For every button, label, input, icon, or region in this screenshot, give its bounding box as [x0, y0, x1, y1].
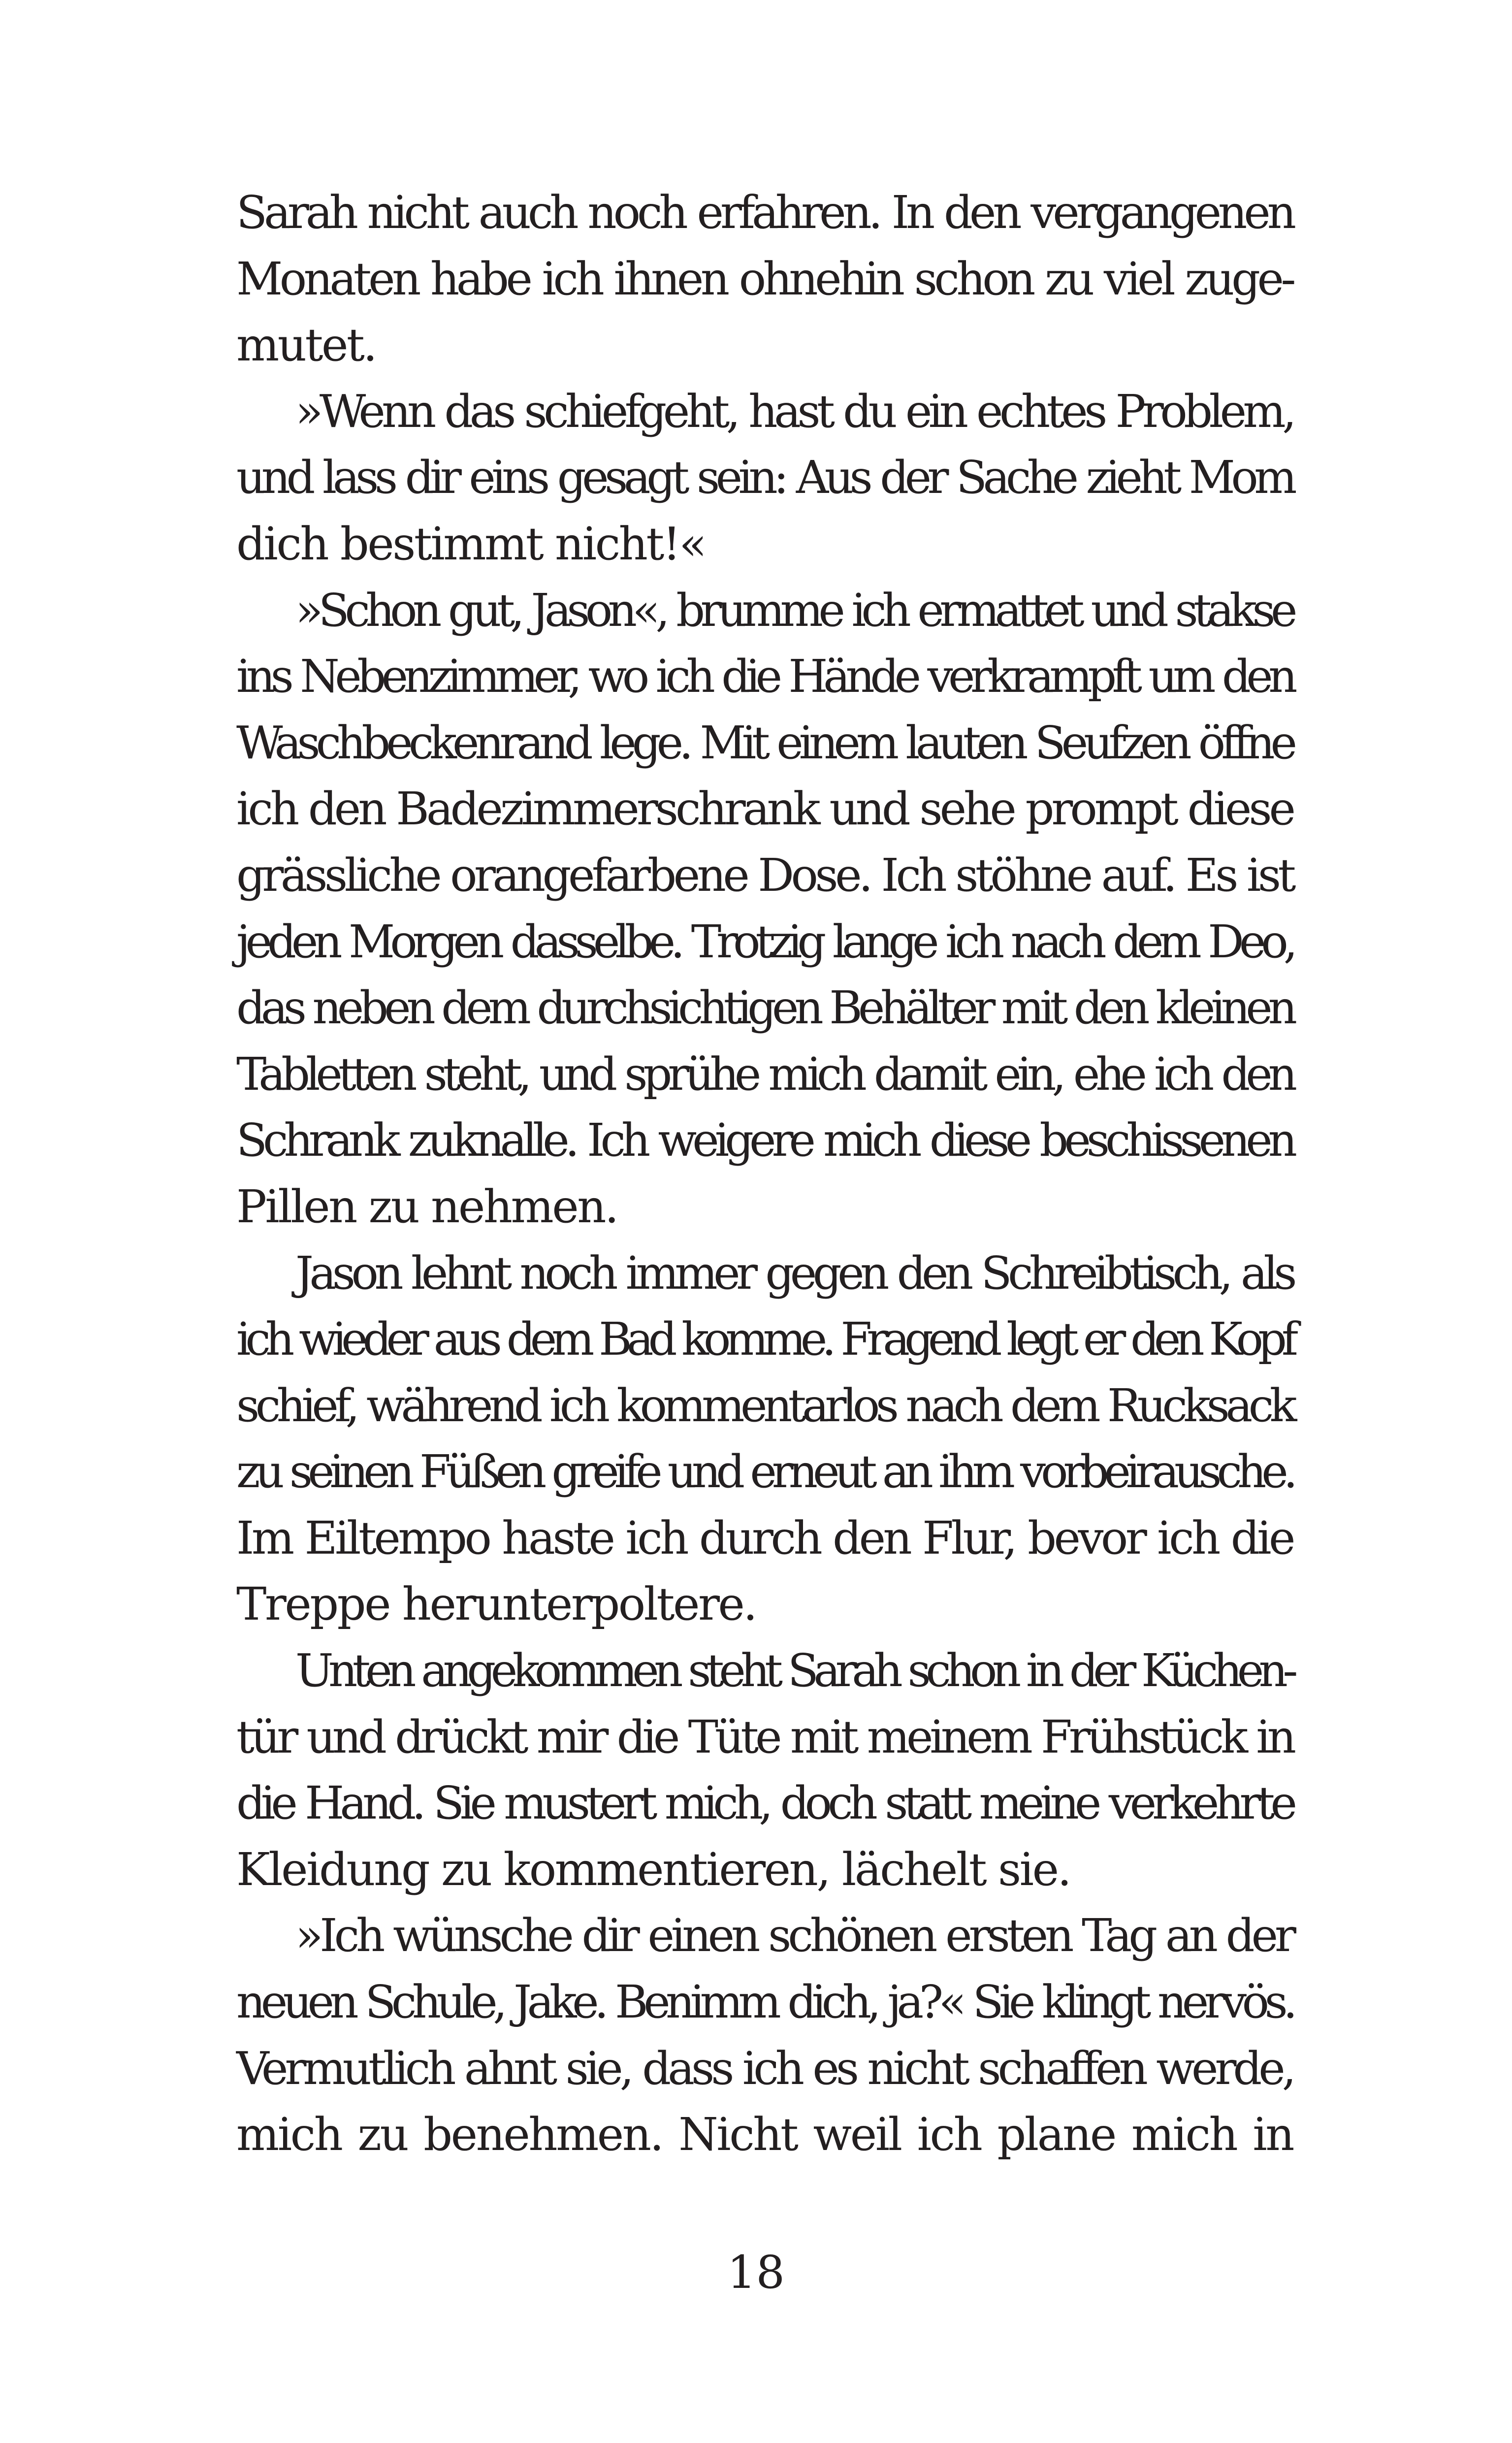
- text-line: Im Eiltempo haste ich durch den Flur, bevor ich die: [236, 1511, 1293, 1564]
- text-line: Kleidung zu kommentieren, lächelt sie.: [236, 1843, 1070, 1896]
- text-line: schief, während ich kommentarlos nach dem Rucksack: [236, 1379, 1293, 1432]
- text-line: ich wieder aus dem Bad komme. Fragend legt er den Kopf: [236, 1313, 1293, 1366]
- text-line: Pillen zu nehmen.: [236, 1180, 617, 1233]
- text-line: Tabletten steht, und sprühe mich damit ein, ehe ich den: [236, 1047, 1293, 1101]
- text-line: tür und drückt mir die Tüte mit meinem Frühstück in: [236, 1710, 1293, 1763]
- text-line: »Ich wünsche dir einen schönen ersten Tag an der: [295, 1909, 1293, 1962]
- text-line: Unten angekommen steht Sarah schon in der Küchen-: [295, 1644, 1293, 1697]
- text-line: dich bestimmt nicht!«: [236, 517, 706, 570]
- text-line: neuen Schule, Jake. Benimm dich, ja?« Sie klingt nervös.: [236, 1976, 1293, 2029]
- text-line: Jason lehnt noch immer gegen den Schreibtisch, als: [295, 1246, 1293, 1300]
- body-text: [236, 180, 1293, 2168]
- text-line: grässliche orangefarbene Dose. Ich stöhne auf. Es ist: [236, 848, 1293, 902]
- text-line: Schrank zuknalle. Ich weigere mich diese beschissenen: [236, 1114, 1293, 1167]
- text-line: zu seinen Füßen greife und erneut an ihm vorbeirausche.: [236, 1445, 1293, 1498]
- text-line: Sarah nicht auch noch erfahren. In den vergangenen: [236, 186, 1293, 239]
- text-line: mutet.: [236, 319, 376, 372]
- text-line: die Hand. Sie mustert mich, doch statt meine verkehrte: [236, 1777, 1293, 1830]
- text-line: das neben dem durchsichtigen Behälter mit den kleinen: [236, 981, 1293, 1035]
- text-line: Treppe herunterpoltere.: [236, 1578, 756, 1631]
- text-line: »Wenn das schiefgeht, hast du ein echtes Problem,: [295, 385, 1293, 438]
- page-number: 18: [727, 2246, 785, 2299]
- text-line: ins Nebenzimmer, wo ich die Hände verkrampft um den: [236, 650, 1293, 703]
- text-line: ich den Badezimmerschrank und sehe prompt diese: [236, 782, 1293, 836]
- text-line: Vermutlich ahnt sie, dass ich es nicht schaffen werde,: [236, 2042, 1293, 2095]
- text-line: jeden Morgen dasselbe. Trotzig lange ich nach dem Deo,: [236, 915, 1293, 968]
- text-line: »Schon gut, Jason«, brumme ich ermattet und stakse: [295, 584, 1293, 637]
- text-line: mich zu benehmen. Nicht weil ich plane mich in: [236, 2108, 1293, 2161]
- text-line: Waschbeckenrand lege. Mit einem lauten Seufzen öffne: [236, 716, 1293, 769]
- text-line: Monaten habe ich ihnen ohnehin schon zu viel zuge-: [236, 252, 1293, 305]
- text-line: und lass dir eins gesagt sein: Aus der Sache zieht Mom: [236, 451, 1293, 504]
